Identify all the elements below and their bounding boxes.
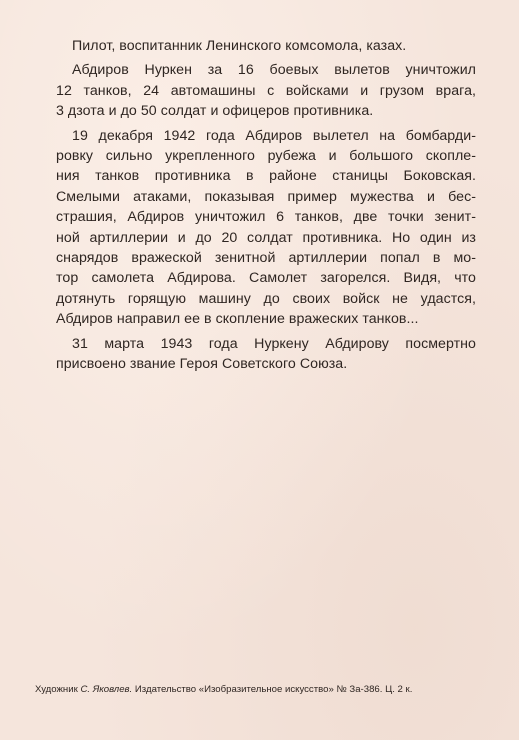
paragraph-1 <box>56 36 476 56</box>
text-line: присвоено звание Героя Советского Союза. <box>56 356 348 373</box>
text-line: дотянуть горящую машину до своих войск не удастся, <box>56 290 476 307</box>
price-label: Ц. 2 к. <box>385 684 413 695</box>
text-line: ной артиллерии и до 20 солдат противника. Но один из <box>56 229 476 246</box>
text-line: страшия, Абдиров уничтожил 6 танков, две точки зенит- <box>56 209 476 226</box>
text-line: Абдиров направил ее в скопление вражеских танков... <box>56 311 419 328</box>
text-line: Смелыми атаками, показывая пример мужества и бес- <box>56 188 476 205</box>
text-line: Пилот, воспитанник Ленинского комсомола, казах. <box>72 38 407 54</box>
artist-name: С. Яковлев. <box>80 684 133 695</box>
catalog-number: № За-386. <box>336 684 383 695</box>
paragraph-3 <box>56 126 476 330</box>
text-line: 19 декабря 1942 года Абдиров вылетел на бомбарди- <box>72 127 476 144</box>
artist-label: Художник <box>35 684 78 695</box>
text-line: 12 танков, 24 автомашины с войсками и грузом врага, <box>56 82 476 99</box>
text-line: снарядов вражеской зенитной артиллерии попал в мо- <box>56 250 476 267</box>
text-line: 31 марта 1943 года Нуркену Абдирову посмертно <box>72 335 476 352</box>
text-line: Абдиров Нуркен за 16 боевых вылетов уничтожил <box>72 62 476 79</box>
publisher-name: Издательство «Изобразительное искусство» <box>134 684 334 695</box>
text-line: ровку сильно укрепленного рубежа и большого скопле- <box>56 148 476 165</box>
imprint-credits <box>35 684 485 696</box>
text-line: 3 дзота и до 50 солдат и офицеров противника. <box>56 103 374 120</box>
biography-text <box>56 36 476 379</box>
paragraph-4 <box>56 334 476 375</box>
paragraph-2 <box>56 60 476 121</box>
text-line: ния танков противника в районе станицы Боковская. <box>56 168 476 185</box>
text-line: тор самолета Абдирова. Самолет загорелся. Видя, что <box>56 270 476 287</box>
